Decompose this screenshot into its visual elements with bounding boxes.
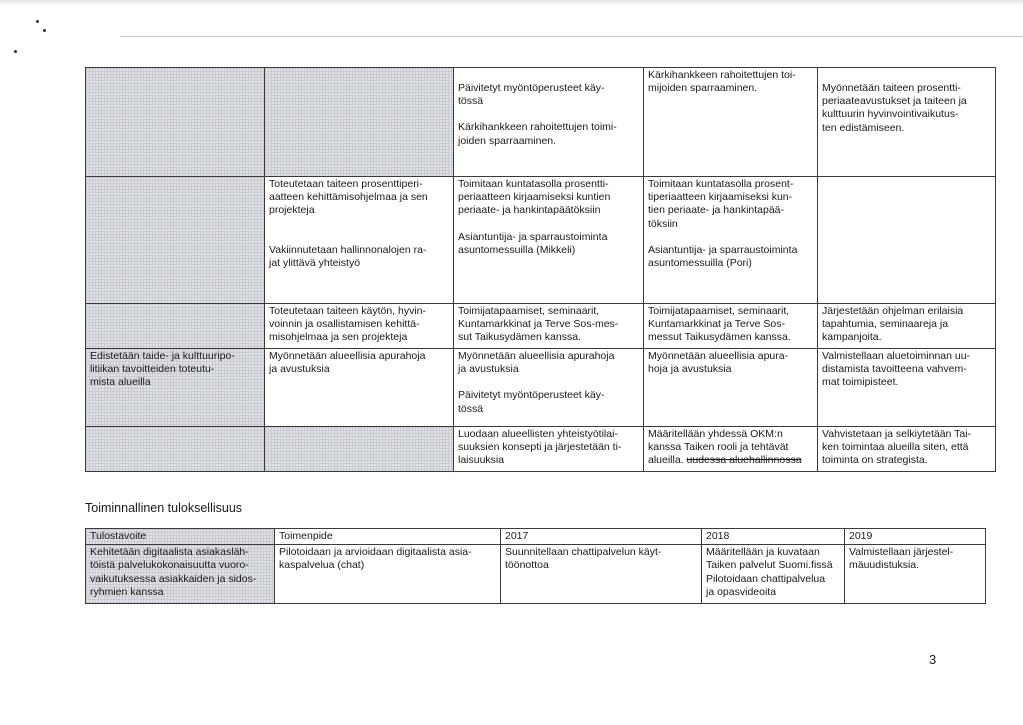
cell-line: Kärkihankkeen rahoitettujen toimi- [458, 121, 617, 134]
cell-line: Myönnetään alueellisia apura- [648, 350, 789, 362]
year-2017-cell [454, 304, 644, 349]
year-2019-cell [818, 304, 996, 349]
year-2018-cell [644, 427, 818, 472]
table-row [86, 349, 996, 427]
cell-line: Vakiinnutetaan hallinnonalojen ra- [269, 243, 427, 256]
cell-line: periaate- ja hankintapäätöksiin [458, 204, 601, 217]
cell-line: mäuudistuksia. [849, 559, 920, 572]
measure-cell [265, 304, 454, 349]
year-2019-cell [818, 427, 996, 472]
goal-cell [86, 545, 275, 604]
cell-line: ja avustuksia [269, 363, 330, 376]
goal-cell [86, 349, 265, 427]
year-2017-cell [501, 545, 702, 604]
section-heading: Toiminnallinen tuloksellisuus [85, 501, 243, 515]
cell-line: periaatteen kirjaamiseksi kuntien [458, 191, 611, 204]
cell-line: Asiantuntija- ja sparraustoiminta [648, 243, 798, 256]
line-gap [458, 218, 639, 231]
cell-text: alueilla. [648, 454, 684, 467]
struck-text: uudessa aluehallinnossa [686, 454, 802, 467]
line-gap [269, 218, 449, 231]
column-header-goal: Tulostavoite [86, 529, 275, 545]
column-header-2019: 2019 [845, 529, 986, 545]
cell-line: Kuntamarkkinat ja Terve Sos- [648, 318, 785, 331]
measure-cell [265, 349, 454, 427]
cell-line: litiikan tavoitteiden toteutu- [90, 363, 215, 376]
cell-line: ja avustuksia [458, 363, 519, 376]
cell-line: laisuuksia [458, 454, 505, 467]
goal-cell [86, 68, 265, 177]
table-row [86, 68, 996, 177]
goal-cell [86, 177, 265, 304]
cell-line: töksiin [648, 217, 678, 230]
cell-line: projekteja [269, 204, 315, 217]
cell-line: Pilotoidaan ja arvioidaan digitaalista asia- [279, 546, 472, 559]
table-row [86, 304, 996, 349]
cell-line: Kärkihankkeen rahoitettujen toi- [648, 69, 796, 81]
cell-line: Määritellään yhdessä OKM:n [648, 428, 783, 440]
year-2017-cell [454, 349, 644, 427]
cell-line: Vahvistetaan ja selkiytetään Tai- [822, 428, 972, 440]
cell-line: jat ylittävä yhteistyö [269, 256, 361, 269]
line-gap [458, 376, 639, 389]
cell-line: distamista tavoitteena vahvem- [822, 363, 967, 376]
table-row [86, 545, 986, 604]
measure-cell [265, 177, 454, 304]
cell-line: Valmistellaan järjestel- [849, 546, 954, 559]
cell-line: Pilotoidaan chattipalvelua [706, 572, 826, 585]
cell-line: mijoiden sparraaminen. [648, 82, 758, 95]
year-2018-cell [644, 304, 818, 349]
cell-line: asuntomessuilla (Pori) [648, 257, 752, 270]
cell-line: töistä palvelukokonaisuutta vuoro- [90, 559, 249, 572]
cell-line: aatteen kehittämisohjelmaa ja sen [269, 191, 428, 204]
cell-line: misohjelmaa ja sen projekteja [269, 331, 408, 344]
cell-line: Päivitetyt myöntöperusteet käy- [458, 389, 605, 402]
cell-line: kulttuurin hyvinvointivaikutus- [822, 108, 959, 121]
year-2017-cell [454, 68, 644, 177]
cell-line: tössä [458, 95, 484, 108]
cell-line: mat toimipisteet. [822, 376, 899, 389]
year-2018-cell [644, 349, 818, 427]
goal-cell [86, 427, 265, 472]
cell-line: tapahtumia, seminaareja ja [822, 318, 949, 331]
cell-line: joiden sparraaminen. [458, 134, 557, 147]
cell-line: Myönnetään alueellisia apurahoja [269, 350, 426, 362]
line-gap [458, 69, 639, 82]
cell-line: vaikutuksessa asiakkaiden ja sidos- [90, 572, 257, 585]
cell-line: tössä [458, 402, 484, 415]
cell-line: Toimitaan kuntatasolla prosentti- [458, 178, 609, 190]
cell-line: Myönnetään alueellisia apurahoja [458, 350, 615, 362]
cell-line: kaspalvelua (chat) [279, 559, 365, 572]
cell-line: ja opasvideoita [706, 585, 777, 598]
cell-line: asuntomessuilla (Mikkeli) [458, 243, 576, 256]
cell-line: Määritellään ja kuvataan [706, 546, 820, 559]
cell-line: Valmistellaan aluetoiminnan uu- [822, 350, 971, 362]
year-2017-cell [454, 427, 644, 472]
cell-line: Kehitetään digitaalista asiakasläh- [90, 546, 249, 559]
cell-line [648, 454, 813, 467]
cell-line: töönottoa [505, 559, 549, 572]
cell-line: Edistetään taide- ja kulttuuripo- [90, 350, 235, 362]
scan-speck [43, 29, 46, 32]
column-header-2018: 2018 [702, 529, 845, 545]
scan-speck [36, 20, 39, 23]
cell-line: Päivitetyt myöntöperusteet käy- [458, 82, 605, 94]
year-2018-cell [644, 177, 818, 304]
cell-line: Järjestetään ohjelman erilaisia [822, 305, 964, 317]
results-table [85, 528, 986, 604]
scan-line [120, 36, 1023, 37]
cell-line: Myönnetään taiteen prosentti- [822, 82, 961, 94]
line-gap [822, 69, 991, 82]
year-2019-cell [818, 68, 996, 177]
year-2019-cell [818, 177, 996, 304]
page-number: 3 [929, 652, 937, 667]
year-2019-cell [845, 545, 986, 604]
measure-cell [275, 545, 501, 604]
column-header-2017: 2017 [501, 529, 702, 545]
line-gap [648, 231, 813, 244]
cell-line: ten edistämiseen. [822, 121, 905, 134]
cell-line: sut Taikusydämen kanssa. [458, 331, 581, 344]
cell-line: kanssa Taiken rooli ja tehtävät [648, 441, 789, 454]
cell-line: Suunnitellaan chattipalvelun käyt- [505, 546, 662, 559]
cell-line: voinnin ja osallistamisen kehittä- [269, 318, 420, 331]
line-gap [458, 108, 639, 121]
column-header-measure: Toimenpide [275, 529, 501, 545]
cell-line: Taiken palvelut Suomi.fissä [706, 559, 833, 572]
cell-line: Luodaan alueellisten yhteistyötilai- [458, 428, 618, 440]
table-row [86, 427, 996, 472]
line-gap [269, 231, 449, 244]
cell-line: toiminta on strategista. [822, 454, 928, 467]
scan-edge [0, 0, 1023, 6]
goal-cell [86, 304, 265, 349]
cell-line: Toteutetaan taiteen käytön, hyvin- [269, 305, 427, 317]
cell-line: Toimijatapaamiset, seminaarit, [648, 305, 790, 317]
cell-line: Toteutetaan taiteen prosenttiperi- [269, 178, 423, 190]
year-2018-cell [644, 68, 818, 177]
cell-line: tien periaate- ja hankintapää- [648, 204, 785, 217]
table-row [86, 177, 996, 304]
cell-line: Asiantuntija- ja sparraustoiminta [458, 230, 608, 243]
year-2019-cell [818, 349, 996, 427]
cell-line: ken toimintaa alueilla siten, että [822, 441, 969, 454]
cell-line: tiperiaatteen kirjaamiseksi kun- [648, 191, 793, 204]
cell-line: Kuntamarkkinat ja Terve Sos-mes- [458, 318, 619, 331]
cell-line: suuksien konsepti ja järjestetään ti- [458, 441, 622, 454]
main-table [85, 67, 996, 472]
cell-line: kampanjoita. [822, 331, 882, 344]
cell-line: hoja ja avustuksia [648, 363, 732, 376]
measure-cell [265, 427, 454, 472]
header-row [86, 529, 986, 545]
measure-cell [265, 68, 454, 177]
year-2018-cell [702, 545, 845, 604]
cell-line: Toimitaan kuntatasolla prosent- [648, 178, 794, 190]
year-2017-cell [454, 177, 644, 304]
cell-line: ryhmien kanssa [90, 585, 164, 598]
scan-speck [14, 50, 17, 53]
cell-line: Toimijatapaamiset, seminaarit, [458, 305, 600, 317]
cell-line: periaateavustukset ja taiteen ja [822, 95, 967, 108]
cell-line: messut Taikusydämen kanssa. [648, 331, 791, 344]
cell-line: mista alueilla [90, 376, 151, 389]
